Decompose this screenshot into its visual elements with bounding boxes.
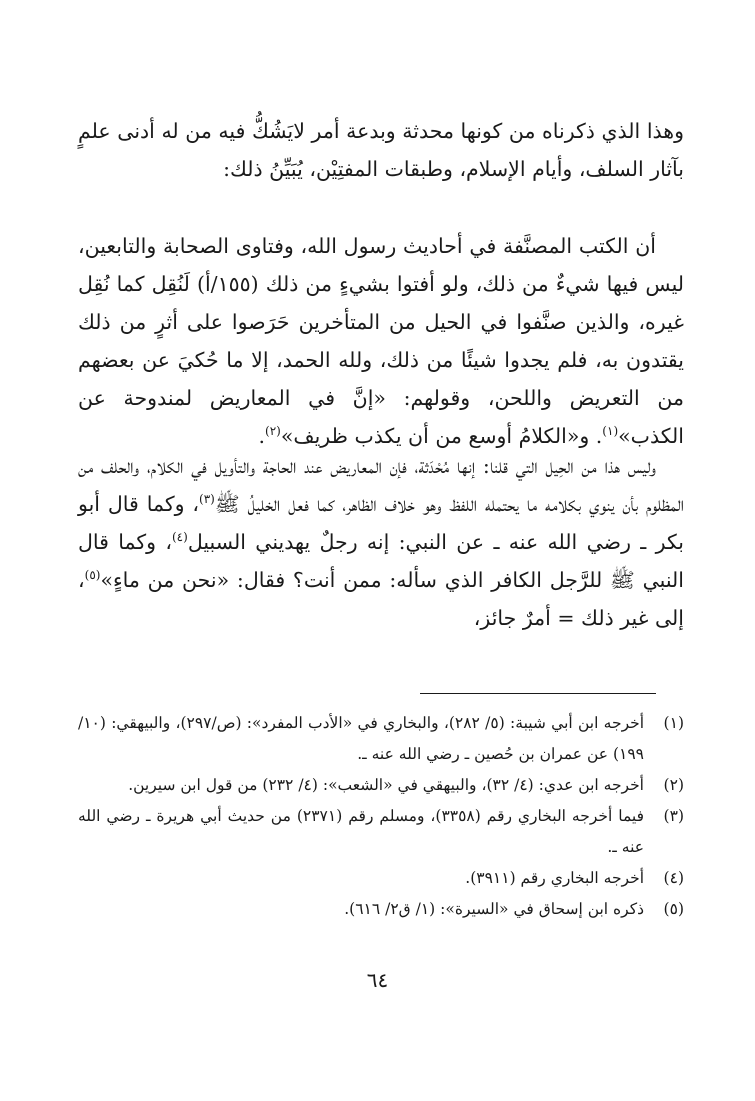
body-paragraph-3: [78, 447, 684, 637]
paragraph-text: .: [258, 424, 266, 448]
paragraph-text: ، وكما قال النبي ﷺ للرَّجل الكافر الذي سأله: ممن أنت؟ فقال: «نحن من ماءٍ»: [78, 530, 684, 592]
paragraph-text: أن الكتب المصنَّفة في أحاديث رسول الله، وفتاوى الصحابة والتابعين، ليس فيها شيءٌ من ذلك، ولو أفتوا بشيءٍ من ذلك (١٥٥/أ) لَنُقِل كما نُقِل غيره، والذين صنَّفوا في الحيل من المتأخرين حَرَصوا على أثرٍ من ذلك يقتدون به، فلم يجدوا شيئًا من ذلك، ولله الحمد، إلا ما حُكيَ عن بعضهم من التعريض واللحن، وقولهم: «إنَّ في المعاريض لمندوحة عن الكذب»: [78, 234, 684, 448]
footnote-text: فيما أخرجه البخاري رقم (٣٣٥٨)، ومسلم رقم (٢٣٧١) من حديث أبي هريرة ـ رضي الله عنه ـ.: [78, 807, 644, 856]
footnote-number: (٣): [663, 807, 684, 825]
paragraph-text: وليس هذا من الحِيل التي قلنا: إنها مُحْدَثة، فإن المعاريض عند الحاجة والتأويل في الكلام، والحلف من المظلوم بأن ينوي بكلامه ما يحتمله اللفظ وهو خلاف الظاهر، كما فعل الخليلُ ﷺ: [78, 454, 685, 516]
footnote-item: [78, 894, 684, 925]
footnotes-list: [78, 708, 684, 925]
footnote-number: (٤): [663, 869, 684, 887]
footnote-number: (٥): [663, 900, 684, 918]
paragraph-text: وهذا الذي ذكرناه من كونها محدثة وبدعة أمر لايَشُكُّ فيه من له أدنى علمٍ بآثار السلف، وأيام الإسلام، وطبقات المفتِيْن، يُبَيِّنُ ذلك:: [78, 119, 684, 181]
footnote-text: أخرجه البخاري رقم (٣٩١١).: [465, 869, 644, 887]
footnote-ref-5[interactable]: (٥): [84, 568, 101, 583]
footnote-ref-1[interactable]: (١): [602, 424, 619, 439]
paragraph-text: . و«الكلامُ أوسع من أن يكذب ظريف»: [280, 424, 603, 448]
footnote-ref-4[interactable]: (٤): [171, 530, 188, 545]
footnote-text: أخرجه ابن عدي: (٤/ ٣٢)، والبيهقي في «الشعب»: (٤/ ٢٣٢) من قول ابن سيرين.: [128, 776, 644, 794]
footnote-item: [78, 863, 684, 894]
footnote-text: أخرجه ابن أبي شيبة: (٥/ ٢٨٢)، والبخاري في «الأدب المفرد»: (ص/٢٩٧)، والبيهقي: (١٠/ ١٩٩) عن عمران بن حُصين ـ رضي الله عنه ـ.: [78, 714, 645, 763]
footnote-separator: [420, 693, 656, 694]
footnote-number: (٢): [663, 776, 684, 794]
footnote-item: [78, 770, 684, 801]
paragraph-text: ، إلى غير ذلك = أمرٌ جائز،: [78, 568, 684, 630]
page-number: ٦٤: [366, 968, 389, 992]
footnote-ref-2[interactable]: (٢): [265, 424, 281, 439]
footnote-item: [78, 708, 684, 770]
footnote-text: ذكره ابن إسحاق في «السيرة»: (١/ ق٢/ ٦١٦).: [344, 900, 644, 918]
footnote-ref-3[interactable]: (٣): [199, 492, 215, 507]
body-paragraph-1: [78, 112, 684, 188]
paragraph-text: ، وكما قال أبو بكر ـ رضي الله عنه ـ عن النبي: إنه رجلٌ يهديني السبيل: [78, 492, 684, 554]
footnote-item: [78, 801, 684, 863]
body-paragraph-2: [78, 227, 684, 455]
footnote-number: (١): [663, 714, 684, 732]
